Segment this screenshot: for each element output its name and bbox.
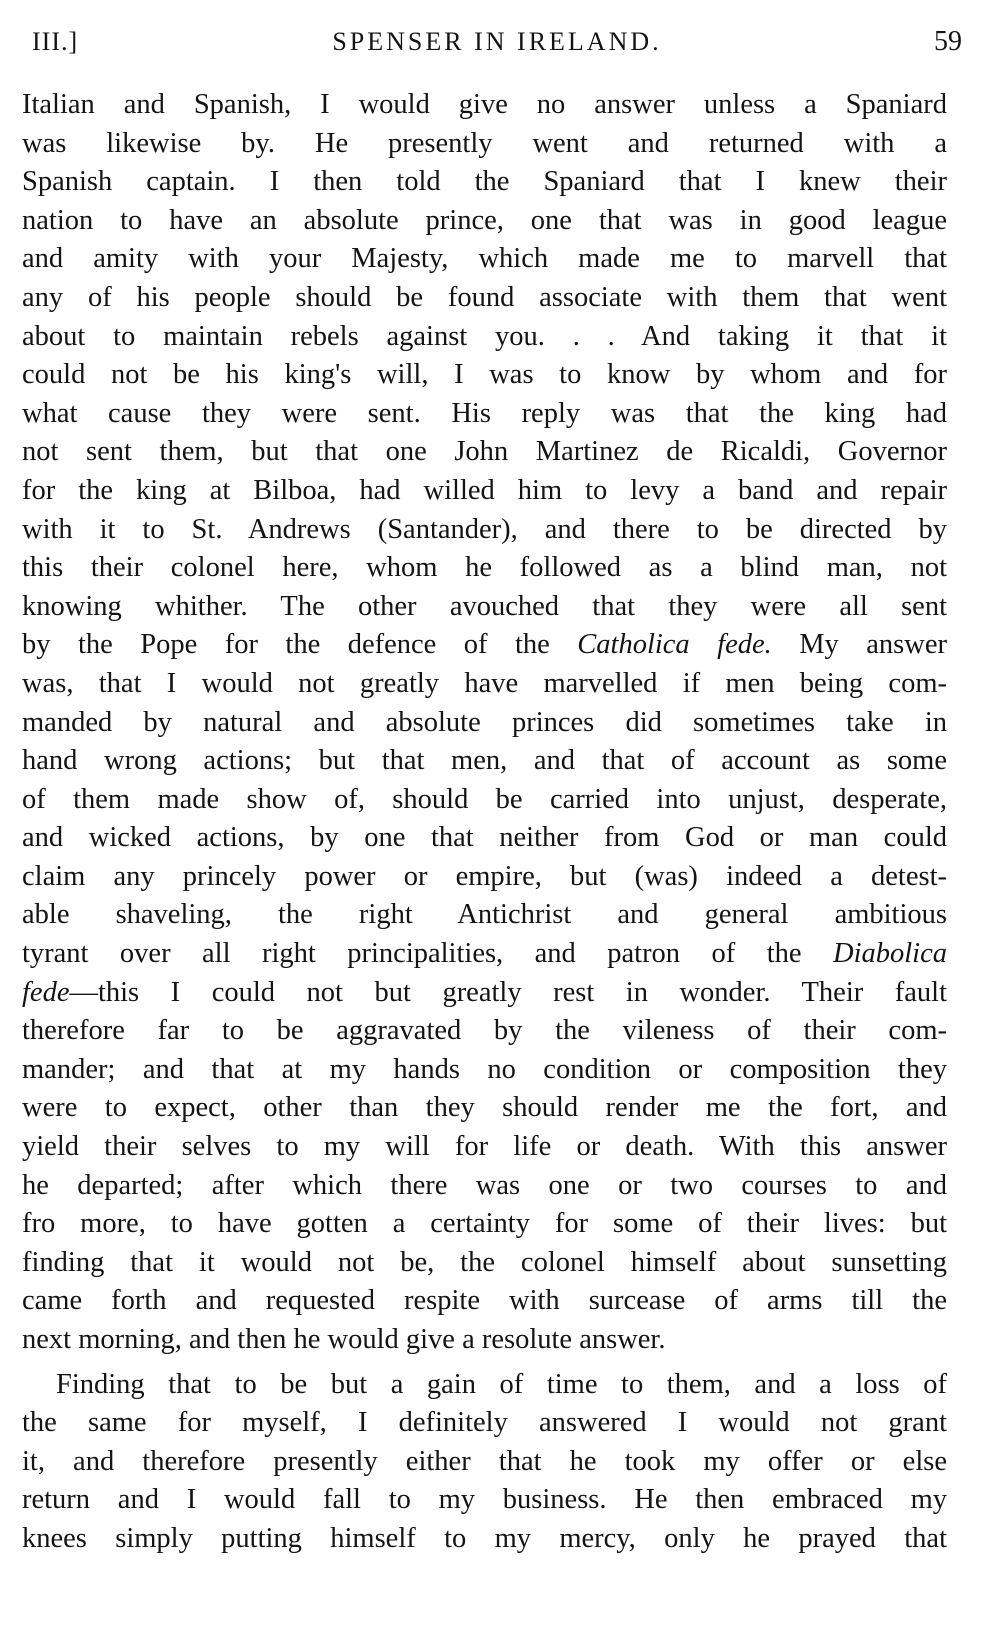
text-line: [22, 935, 947, 974]
text-line: about to maintain rebels against you. . . And taking it that it: [22, 320, 947, 352]
text-line: Spanish captain. I then told the Spaniard that I knew their: [22, 166, 947, 198]
text-line: knees simply putting himself to my mercy, only he prayed that: [22, 1522, 947, 1554]
text-line: Italian and Spanish, I would give no answer unless a Spaniard: [22, 89, 947, 120]
text-line: fro more, to have gotten a certainty for some of their lives: but: [22, 1208, 947, 1240]
text-line: of them made show of, should be carried into unjust, desperate,: [22, 783, 947, 815]
text-line: and wicked actions, by one that neither from God or man could: [22, 822, 947, 854]
text-line: this their colonel here, whom he followed as a blind man, not: [22, 552, 947, 584]
italic-phrase: Diabolica: [833, 938, 947, 970]
text-run: tyrant over all right principalities, and patron of the: [22, 938, 833, 970]
text-run: —this I could not but greatly rest in wonder. Their fault: [69, 976, 947, 1008]
text-line: was, that I would not greatly have marvelled if men being com-: [22, 667, 947, 699]
text-line: yield their selves to my will for life or death. With this answer: [22, 1131, 947, 1163]
text-run: by the Pope for the defence of the: [22, 629, 578, 661]
text-line: it, and therefore presently either that he took my offer or else: [22, 1445, 947, 1477]
text-line: return and I would fall to my business. He then embraced my: [22, 1484, 947, 1516]
text-line: therefore far to be aggravated by the vileness of their com-: [22, 1015, 947, 1047]
text-line: knowing whither. The other avouched that they were all sent: [22, 590, 947, 622]
text-line: came forth and requested respite with surcease of arms till the: [22, 1285, 947, 1317]
text-line: manded by natural and absolute princes did sometimes take in: [22, 706, 947, 738]
text-line: was likewise by. He presently went and returned with a: [22, 127, 947, 159]
italic-phrase: Catholica fede.: [577, 629, 772, 661]
text-line: for the king at Bilboa, had willed him to levy a band and repair: [22, 474, 947, 506]
text-line: the same for myself, I definitely answered I would not grant: [22, 1407, 947, 1439]
text-line: hand wrong actions; but that men, and that of account as some: [22, 745, 947, 777]
body-text: [22, 86, 947, 1559]
text-line: nation to have an absolute prince, one that was in good league: [22, 204, 947, 236]
running-head: [32, 22, 962, 62]
paragraph-first-line: Finding that to be but a gain of time to them, and a loss of: [56, 1368, 947, 1400]
text-line: any of his people should be found associate with them that went: [22, 281, 947, 313]
text-line: with it to St. Andrews (Santander), and there to be directed by: [22, 513, 947, 545]
text-run: My answer: [771, 629, 947, 661]
text-line: not sent them, but that one John Martinez de Ricaldi, Governor: [22, 436, 947, 468]
text-line: were to expect, other than they should render me the fort, and: [22, 1092, 947, 1124]
running-title: SPENSER IN IRELAND.: [332, 27, 662, 56]
page-number: 59: [934, 26, 962, 57]
text-line: and amity with your Majesty, which made me to marvell that: [22, 243, 947, 275]
text-line: [22, 626, 947, 665]
text-line: could not be his king's will, I was to know by whom and for: [22, 359, 947, 391]
text-line: he departed; after which there was one or two courses to and: [22, 1169, 947, 1201]
chapter-marker: III.]: [32, 27, 79, 56]
text-line: finding that it would not be, the colonel himself about sunsetting: [22, 1246, 947, 1278]
italic-phrase: fede: [22, 976, 70, 1008]
text-line: claim any princely power or empire, but (was) indeed a detest-: [22, 860, 947, 892]
text-line: next morning, and then he would give a resolute answer.: [22, 1324, 666, 1355]
text-line: [22, 974, 947, 1013]
text-line: able shaveling, the right Antichrist and general ambitious: [22, 899, 947, 931]
text-line: mander; and that at my hands no condition or composition they: [22, 1053, 947, 1085]
text-line: what cause they were sent. His reply was that the king had: [22, 397, 947, 429]
